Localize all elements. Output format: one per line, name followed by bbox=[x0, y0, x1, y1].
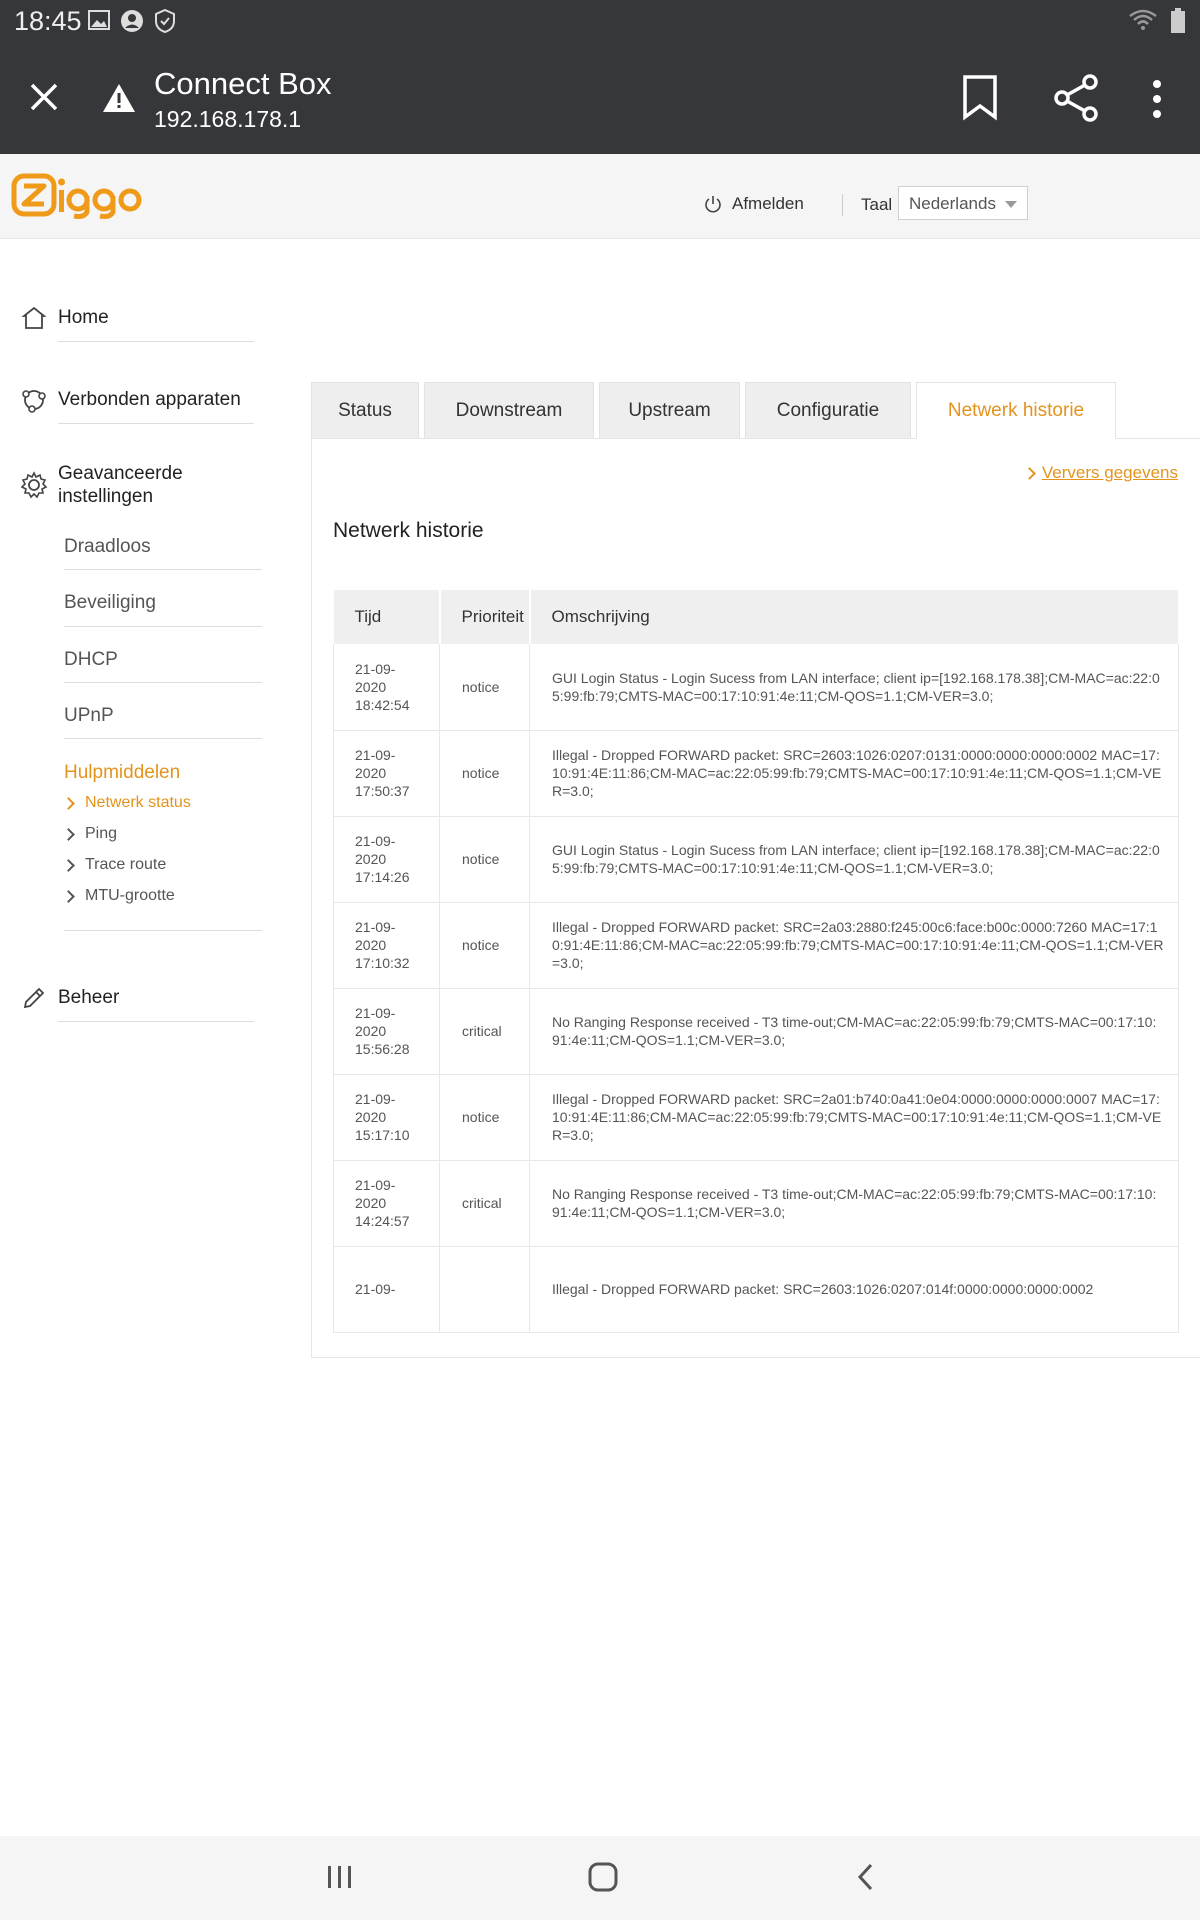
row-time: 15:17:10 bbox=[355, 1127, 410, 1143]
content-panel bbox=[311, 438, 1200, 1358]
status-bar bbox=[0, 0, 1200, 44]
nav-network-status[interactable] bbox=[64, 794, 191, 812]
table-row bbox=[334, 1160, 1179, 1246]
recent-apps-icon[interactable] bbox=[326, 1864, 354, 1890]
nav-wireless[interactable]: Draadloos bbox=[64, 536, 151, 557]
ziggo-logo[interactable] bbox=[12, 172, 142, 218]
nav-divider bbox=[64, 569, 262, 570]
home-icon bbox=[20, 304, 48, 332]
row-priority: notice bbox=[440, 816, 530, 902]
row-time-cell bbox=[334, 1074, 440, 1160]
nav-upnp[interactable]: UPnP bbox=[64, 705, 114, 726]
close-icon[interactable] bbox=[24, 77, 64, 117]
tab-status[interactable]: Status bbox=[311, 382, 419, 439]
language-value: Nederlands bbox=[909, 194, 996, 213]
row-date: 21-09- bbox=[355, 1281, 396, 1297]
row-time-cell bbox=[334, 1246, 440, 1332]
nav-ping-label: Ping bbox=[85, 825, 118, 842]
row-description: GUI Login Status - Login Sucess from LAN interface; client ip=[192.168.178.38];CM-MAC=ac:22:05:99:fb:79;CMTS-MAC=00:17:10:91:4e:11;CM-QOS=1.1;CM-VER=3.0; bbox=[530, 816, 1179, 902]
more-options-icon[interactable] bbox=[1150, 78, 1164, 120]
row-time: 18:42:54 bbox=[355, 696, 410, 713]
share-icon[interactable] bbox=[1052, 74, 1100, 122]
table-body bbox=[334, 644, 1179, 1332]
language-select[interactable] bbox=[898, 186, 1028, 220]
row-time: 14:24:57 bbox=[355, 1213, 410, 1229]
table-header-row bbox=[334, 590, 1179, 644]
row-time-cell bbox=[334, 644, 440, 730]
nav-divider bbox=[64, 626, 262, 627]
row-date: 21-09-2020 bbox=[355, 660, 396, 695]
caret-down-icon bbox=[1005, 201, 1017, 208]
site-header bbox=[0, 154, 1200, 239]
nav-home-label: Home bbox=[58, 307, 109, 328]
row-description: Illegal - Dropped FORWARD packet: SRC=2a03:2880:f245:00c6:face:b00c:0000:7260 MAC=17:10:91:4E:11:86;CM-MAC=ac:22:05:99:fb:79;CMTS-MAC=00:17:10:91:4e:11;CM-QOS=1.1;CM-VER=3.0; bbox=[530, 902, 1179, 988]
nav-divider bbox=[58, 423, 254, 424]
history-table bbox=[333, 590, 1180, 1333]
browser-toolbar bbox=[0, 44, 1200, 154]
account-icon bbox=[120, 9, 144, 33]
nav-divider bbox=[64, 930, 262, 931]
table-row bbox=[334, 1074, 1179, 1160]
row-date: 21-09-2020 bbox=[355, 1005, 396, 1039]
header-divider bbox=[842, 194, 843, 216]
nav-advanced-label-line1: Geavanceerde bbox=[58, 463, 183, 484]
logout-link[interactable] bbox=[704, 194, 804, 214]
row-priority: notice bbox=[440, 902, 530, 988]
page-title[interactable]: Connect Box bbox=[154, 66, 332, 101]
language-label: Taal bbox=[861, 195, 893, 214]
nav-trace-route[interactable] bbox=[64, 856, 166, 874]
row-time-cell bbox=[334, 1160, 440, 1246]
row-priority: notice bbox=[440, 644, 530, 730]
bookmark-icon[interactable] bbox=[960, 74, 1000, 120]
chevron-right-icon bbox=[1023, 467, 1036, 480]
tab-configuration[interactable]: Configuratie bbox=[745, 382, 911, 439]
history-table-container[interactable] bbox=[333, 590, 1178, 1297]
nav-divider bbox=[64, 682, 262, 683]
table-row bbox=[334, 730, 1179, 816]
nav-home[interactable] bbox=[20, 304, 109, 332]
row-description: Illegal - Dropped FORWARD packet: SRC=2603:1026:0207:0131:0000:0000:0000:0002 MAC=17:10:91:4E:11:86;CM-MAC=ac:22:05:99:fb:79;CMTS-MAC=00:17:10:91:4e:11;CM-QOS=1.1;CM-VER=3.0; bbox=[530, 730, 1179, 816]
nav-tools[interactable]: Hulpmiddelen bbox=[64, 762, 181, 783]
column-header-priority[interactable]: Prioriteit bbox=[440, 590, 530, 644]
row-time-cell bbox=[334, 816, 440, 902]
row-date: 21-09-2020 bbox=[355, 1177, 396, 1211]
row-time-cell bbox=[334, 902, 440, 988]
row-description: Illegal - Dropped FORWARD packet: SRC=2a01:b740:0a41:0e04:0000:0000:0000:0007 MAC=17:10:91:4E:11:86;CM-MAC=ac:22:05:99:fb:79;CMTS-MAC=00:17:10:91:4e:11;CM-QOS=1.1;CM-VER=3.0; bbox=[530, 1074, 1179, 1160]
row-priority: notice bbox=[440, 730, 530, 816]
gear-icon bbox=[20, 471, 48, 499]
row-time: 17:10:32 bbox=[355, 955, 410, 971]
row-description: Illegal - Dropped FORWARD packet: SRC=2603:1026:0207:014f:0000:0000:0000:0002 bbox=[530, 1246, 1179, 1332]
battery-icon bbox=[1170, 8, 1186, 34]
row-time: 15:56:28 bbox=[355, 1041, 410, 1057]
logout-label: Afmelden bbox=[732, 194, 804, 213]
tab-downstream[interactable]: Downstream bbox=[424, 382, 594, 439]
nav-divider bbox=[58, 341, 254, 342]
row-time-cell bbox=[334, 730, 440, 816]
chevron-right-icon bbox=[62, 859, 75, 872]
chevron-right-icon bbox=[62, 890, 75, 903]
row-description: GUI Login Status - Login Sucess from LAN interface; client ip=[192.168.178.38];CM-MAC=ac:22:05:99:fb:79;CMTS-MAC=00:17:10:91:4e:11;CM-QOS=1.1;CM-VER=3.0; bbox=[530, 644, 1179, 730]
row-time: 17:50:37 bbox=[355, 783, 410, 799]
nav-divider bbox=[64, 738, 262, 739]
nav-trace-route-label: Trace route bbox=[85, 856, 167, 873]
refresh-link[interactable] bbox=[1025, 463, 1178, 483]
row-date: 21-09-2020 bbox=[355, 1091, 396, 1125]
nav-mtu-size[interactable] bbox=[64, 887, 175, 905]
column-header-time[interactable]: Tijd bbox=[334, 590, 440, 644]
row-time: 17:14:26 bbox=[355, 869, 410, 885]
chevron-right-icon bbox=[62, 797, 75, 810]
row-priority: critical bbox=[440, 988, 530, 1074]
table-row bbox=[334, 902, 1179, 988]
android-nav-bar bbox=[0, 1836, 1200, 1920]
nav-divider bbox=[58, 1021, 254, 1022]
section-title: Netwerk historie bbox=[333, 519, 484, 542]
shield-icon bbox=[154, 9, 176, 33]
row-priority bbox=[440, 1246, 530, 1332]
pencil-icon bbox=[20, 984, 48, 1012]
power-icon bbox=[704, 195, 722, 213]
row-date: 21-09-2020 bbox=[355, 833, 396, 867]
nav-connected-devices-label: Verbonden apparaten bbox=[58, 389, 241, 410]
nav-ping[interactable] bbox=[64, 825, 117, 843]
tab-upstream[interactable]: Upstream bbox=[599, 382, 740, 439]
row-description: No Ranging Response received - T3 time-out;CM-MAC=ac:22:05:99:fb:79;CMTS-MAC=00:17:10:91:4e:11;CM-QOS=1.1;CM-VER=3.0; bbox=[530, 988, 1179, 1074]
table-row bbox=[334, 816, 1179, 902]
row-date: 21-09-2020 bbox=[355, 919, 396, 953]
nav-dhcp[interactable]: DHCP bbox=[64, 649, 118, 670]
nav-security[interactable]: Beveiliging bbox=[64, 592, 156, 613]
table-row bbox=[334, 1246, 1179, 1332]
nav-manage-label: Beheer bbox=[58, 987, 120, 1008]
tab-network-history[interactable]: Netwerk historie bbox=[916, 382, 1116, 439]
tab-bar bbox=[311, 382, 1121, 439]
page-url[interactable]: 192.168.178.1 bbox=[154, 106, 302, 132]
nav-manage[interactable] bbox=[20, 984, 119, 1012]
column-header-description[interactable]: Omschrijving bbox=[530, 590, 1179, 644]
status-time: 18:45 bbox=[14, 6, 82, 36]
row-time-cell bbox=[334, 988, 440, 1074]
warning-icon[interactable] bbox=[102, 82, 136, 114]
image-icon bbox=[88, 9, 110, 31]
table-row bbox=[334, 988, 1179, 1074]
nav-advanced-settings[interactable] bbox=[20, 462, 183, 508]
back-icon[interactable] bbox=[856, 1862, 874, 1892]
nav-network-status-label: Netwerk status bbox=[85, 794, 191, 811]
devices-icon bbox=[20, 386, 48, 414]
row-priority: notice bbox=[440, 1074, 530, 1160]
chevron-right-icon bbox=[62, 828, 75, 841]
nav-connected-devices[interactable] bbox=[20, 386, 241, 414]
row-description: No Ranging Response received - T3 time-out;CM-MAC=ac:22:05:99:fb:79;CMTS-MAC=00:17:10:91:4e:11;CM-QOS=1.1;CM-VER=3.0; bbox=[530, 1160, 1179, 1246]
refresh-label: Ververs gegevens bbox=[1041, 463, 1178, 482]
row-date: 21-09-2020 bbox=[355, 747, 396, 781]
nav-advanced-label-line2: instellingen bbox=[58, 486, 154, 507]
home-button-icon[interactable] bbox=[588, 1862, 618, 1892]
nav-mtu-size-label: MTU-grootte bbox=[85, 887, 175, 904]
row-priority: critical bbox=[440, 1160, 530, 1246]
wifi-icon bbox=[1128, 8, 1158, 32]
table-row bbox=[334, 644, 1179, 730]
